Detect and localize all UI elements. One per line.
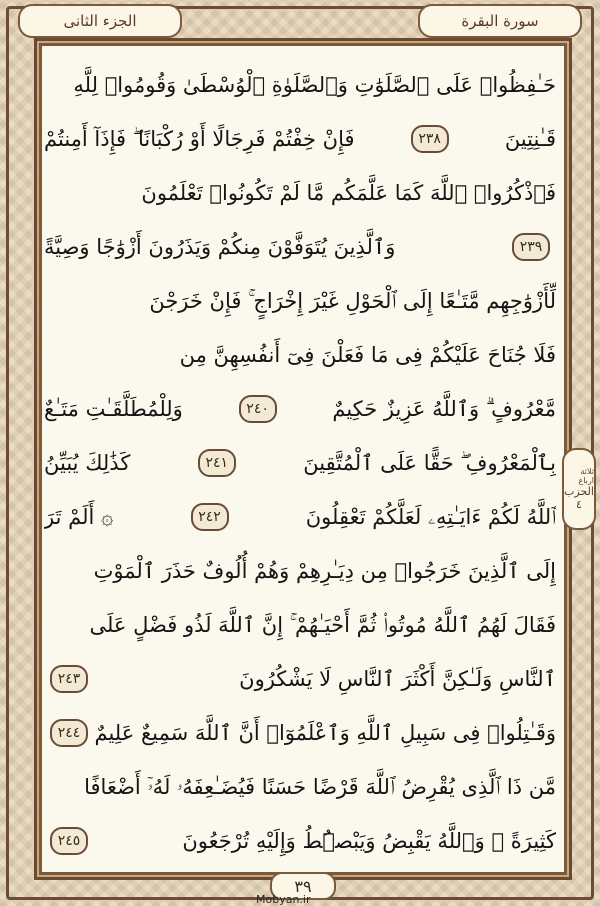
line-text: قَـٰنِتِينَ bbox=[504, 127, 556, 151]
ayah-number-marker: ٢٤٢ bbox=[191, 503, 229, 531]
surah-title bbox=[418, 4, 582, 38]
juz-title bbox=[18, 4, 182, 38]
line-text: فَلَا جُنَاحَ عَلَيْكُمْ فِى مَا فَعَلْنَ فِىٓ أَنفُسِهِنَّ مِن bbox=[179, 343, 556, 367]
line-text: فَقَالَ لَهُمُ ٱللَّهُ مُوتُوا۟ ثُمَّ أَحْيَـٰهُمْ ۚ إِنَّ ٱللَّهَ لَذُو فَضْلٍ عَلَى bbox=[89, 612, 556, 637]
verse-line bbox=[44, 760, 556, 814]
line-text: لِّأَزْوَٰجِهِم مَّتَـٰعًا إِلَى ٱلْحَوْلِ غَيْرَ إِخْرَاجٍ ۚ فَإِنْ خَرَجْنَ bbox=[149, 288, 556, 313]
line-text: مَّعْرُوفٍ ۗ وَٱللَّهُ عَزِيزٌ حَكِيمٌ bbox=[332, 396, 556, 421]
site-watermark: Mobyan.ir bbox=[256, 893, 311, 906]
line-text: وَقَـٰتِلُوا۟ فِى سَبِيلِ ٱللَّهِ وَٱعْلَمُوٓا۟ أَنَّ ٱللَّهَ سَمِيعٌ عَلِيمٌ bbox=[94, 721, 556, 745]
line-text: وَٱلَّذِينَ يُتَوَفَّوْنَ مِنكُمْ وَيَذَرُونَ أَزْوَٰجًا وَصِيَّةً bbox=[44, 235, 396, 259]
line-text: إِلَى ٱلَّذِينَ خَرَجُوا۟ مِن دِيَـٰرِهِمْ وَهُمْ أُلُوفٌ حَذَرَ ٱلْمَوْتِ bbox=[93, 559, 556, 583]
line-text-continued: كَذَٰلِكَ يُبَيِّنُ bbox=[44, 451, 131, 475]
verse-line bbox=[44, 58, 556, 112]
line-text-continued: فَإِنْ خِفْتُمْ فَرِجَالًا أَوْ رُكْبَانًا ۖ فَإِذَآ أَمِنتُمْ bbox=[44, 126, 355, 151]
ayah-number-marker: ٢٣٨ bbox=[411, 125, 449, 153]
verse-lines bbox=[44, 58, 556, 868]
line-text: فَٱذْكُرُوا۟ ٱللَّهَ كَمَا عَلَّمَكُم مَّا لَمْ تَكُونُوا۟ تَعْلَمُونَ bbox=[141, 181, 556, 205]
verse-line bbox=[44, 544, 556, 598]
verse-line bbox=[44, 166, 556, 220]
ayah-number-marker: ٢٤٤ bbox=[50, 719, 88, 747]
verse-line bbox=[44, 328, 556, 382]
hizb-label: الحزب bbox=[564, 485, 594, 498]
ayah-number-marker: ٢٤٥ bbox=[50, 827, 88, 855]
page-number-text: ٣٩ bbox=[294, 876, 312, 896]
verse-line bbox=[44, 274, 556, 328]
hizb-number: ٤ bbox=[576, 498, 582, 511]
verse-line bbox=[44, 220, 556, 274]
juz-label: الجزء الثانی bbox=[63, 12, 137, 30]
line-text: حَـٰفِظُوا۟ عَلَى ٱلصَّلَوَٰتِ وَٱلصَّلَوٰةِ ٱلْوُسْطَىٰ وَقُومُوا۟ لِلَّهِ bbox=[73, 73, 556, 97]
verse-line bbox=[44, 652, 556, 706]
surah-label: سورة البقرة bbox=[461, 12, 539, 30]
line-text: ٱللَّهُ لَكُمْ ءَايَـٰتِهِۦ لَعَلَّكُمْ تَعْقِلُونَ bbox=[305, 504, 556, 529]
ayah-number-marker: ٢٣٩ bbox=[512, 233, 550, 261]
verse-line bbox=[44, 598, 556, 652]
line-text: مَّن ذَا ٱلَّذِى يُقْرِضُ ٱللَّهَ قَرْضًا حَسَنًا فَيُضَـٰعِفَهُۥ لَهُۥٓ أَضْعَافًا bbox=[84, 774, 556, 799]
verse-line bbox=[44, 814, 556, 868]
ayah-number-marker: ٢٤٠ bbox=[239, 395, 277, 423]
hizb-marker bbox=[562, 448, 596, 530]
verse-line bbox=[44, 706, 556, 760]
ayah-number-marker: ٢٤١ bbox=[198, 449, 236, 477]
line-text: بِٱلْمَعْرُوفِ ۖ حَقًّا عَلَى ٱلْمُتَّقِينَ bbox=[303, 450, 556, 475]
line-text: ٱلنَّاسِ وَلَـٰكِنَّ أَكْثَرَ ٱلنَّاسِ لَا يَشْكُرُونَ bbox=[239, 667, 556, 691]
hizb-fraction: ثلاثة ارباع bbox=[578, 467, 594, 485]
ayah-number-marker: ٢٤٣ bbox=[50, 665, 88, 693]
verse-line bbox=[44, 436, 556, 490]
line-text-continued: ۞ أَلَمْ تَرَ bbox=[44, 505, 114, 529]
verse-line bbox=[44, 490, 556, 544]
verse-line bbox=[44, 382, 556, 436]
line-text-continued: وَلِلْمُطَلَّقَـٰتِ مَتَـٰعٌ bbox=[44, 397, 183, 421]
verse-line bbox=[44, 112, 556, 166]
line-text: كَثِيرَةً ۚ وَٱللَّهُ يَقْبِضُ وَيَبْصُۜطُ وَإِلَيْهِ تُرْجَعُونَ bbox=[182, 829, 556, 853]
